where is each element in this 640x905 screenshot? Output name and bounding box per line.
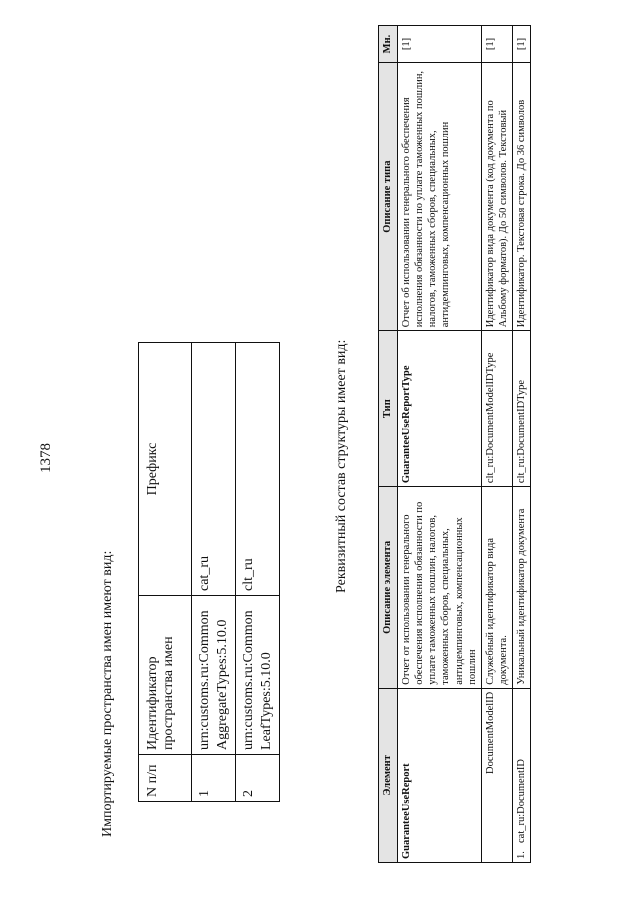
cell-namespace-id: urn:customs.ru:Common LeafTypes:5.10.0 (236, 596, 280, 755)
cell-type-description: Отчет об использовании генерального обеспечения исполнения обязанности по уплате таможенных пошлин, налогов, таможенных сборов, специальных, антидемпинговых, компенсационных пошлин (398, 63, 482, 331)
column-header-element-description: Описание элемента (379, 487, 398, 689)
element-name: DocumentModelID (484, 691, 496, 774)
cell-element-description: Служебный идентификатор вида документа. (481, 487, 512, 689)
cell-multiplicity: [1] (398, 26, 482, 63)
table-row (398, 26, 482, 863)
element-name: GuaranteeUseReport (401, 763, 412, 859)
table-header-row (379, 26, 398, 863)
cell-prefix: clt_ru (236, 343, 280, 596)
cell-element-description: Отчет от использовании генерального обеспечения исполнения обязанности по уплате таможенных пошлин, налогов, таможенных сборов, специальных, антидемпинговых, компенсационных пошлин (398, 487, 482, 689)
cell-element-description: Уникальный идентификатор документа (513, 487, 531, 689)
column-header-element: Элемент (379, 688, 398, 862)
cell-element (513, 688, 531, 862)
column-header-type-description: Описание типа (379, 63, 398, 331)
cell-type: clt_ru:DocumentIDType (513, 331, 531, 487)
column-header-num: N п/п (139, 755, 192, 802)
cell-type-description: Идентификатор. Текстовая строка. До 36 символов (513, 63, 531, 331)
table-row (192, 343, 236, 802)
page-number: 1378 (38, 443, 54, 473)
cell-multiplicity: [1] (481, 26, 512, 63)
column-header-multiplicity: Мн. (379, 26, 398, 63)
cell-type-description: Идентификатор вида документа (код документа по Альбому форматов). До 50 символов. Текстовый (481, 63, 512, 331)
element-number: 1. (516, 851, 527, 859)
cell-num: 2 (236, 755, 280, 802)
table-row (513, 26, 531, 863)
cell-element (398, 688, 482, 862)
structure-intro-text: Реквизитный состав структуры имеет вид: (334, 339, 349, 593)
column-header-type: Тип (379, 331, 398, 487)
element-name: cat_ru:DocumentID (516, 759, 527, 843)
cell-num: 1 (192, 755, 236, 802)
cell-type: GuaranteeUseReportType (398, 331, 482, 487)
cell-namespace-id: urn:customs.ru:Common AggregateTypes:5.10.0 (192, 596, 236, 755)
column-header-namespace-id: Идентификатор пространства имен (139, 596, 192, 755)
structure-table (378, 25, 531, 863)
cell-multiplicity: [1] (513, 26, 531, 63)
table-row (236, 343, 280, 802)
namespaces-intro-text: Импортируемые пространства имен имеют вид: (100, 550, 115, 837)
cell-prefix: cat_ru (192, 343, 236, 596)
namespaces-table (138, 342, 280, 802)
table-header-row (139, 343, 192, 802)
table-row (481, 26, 512, 863)
column-header-prefix: Префикс (139, 343, 192, 596)
cell-type: clt_ru:DocumentModelIDType (481, 331, 512, 487)
cell-element (481, 688, 512, 862)
